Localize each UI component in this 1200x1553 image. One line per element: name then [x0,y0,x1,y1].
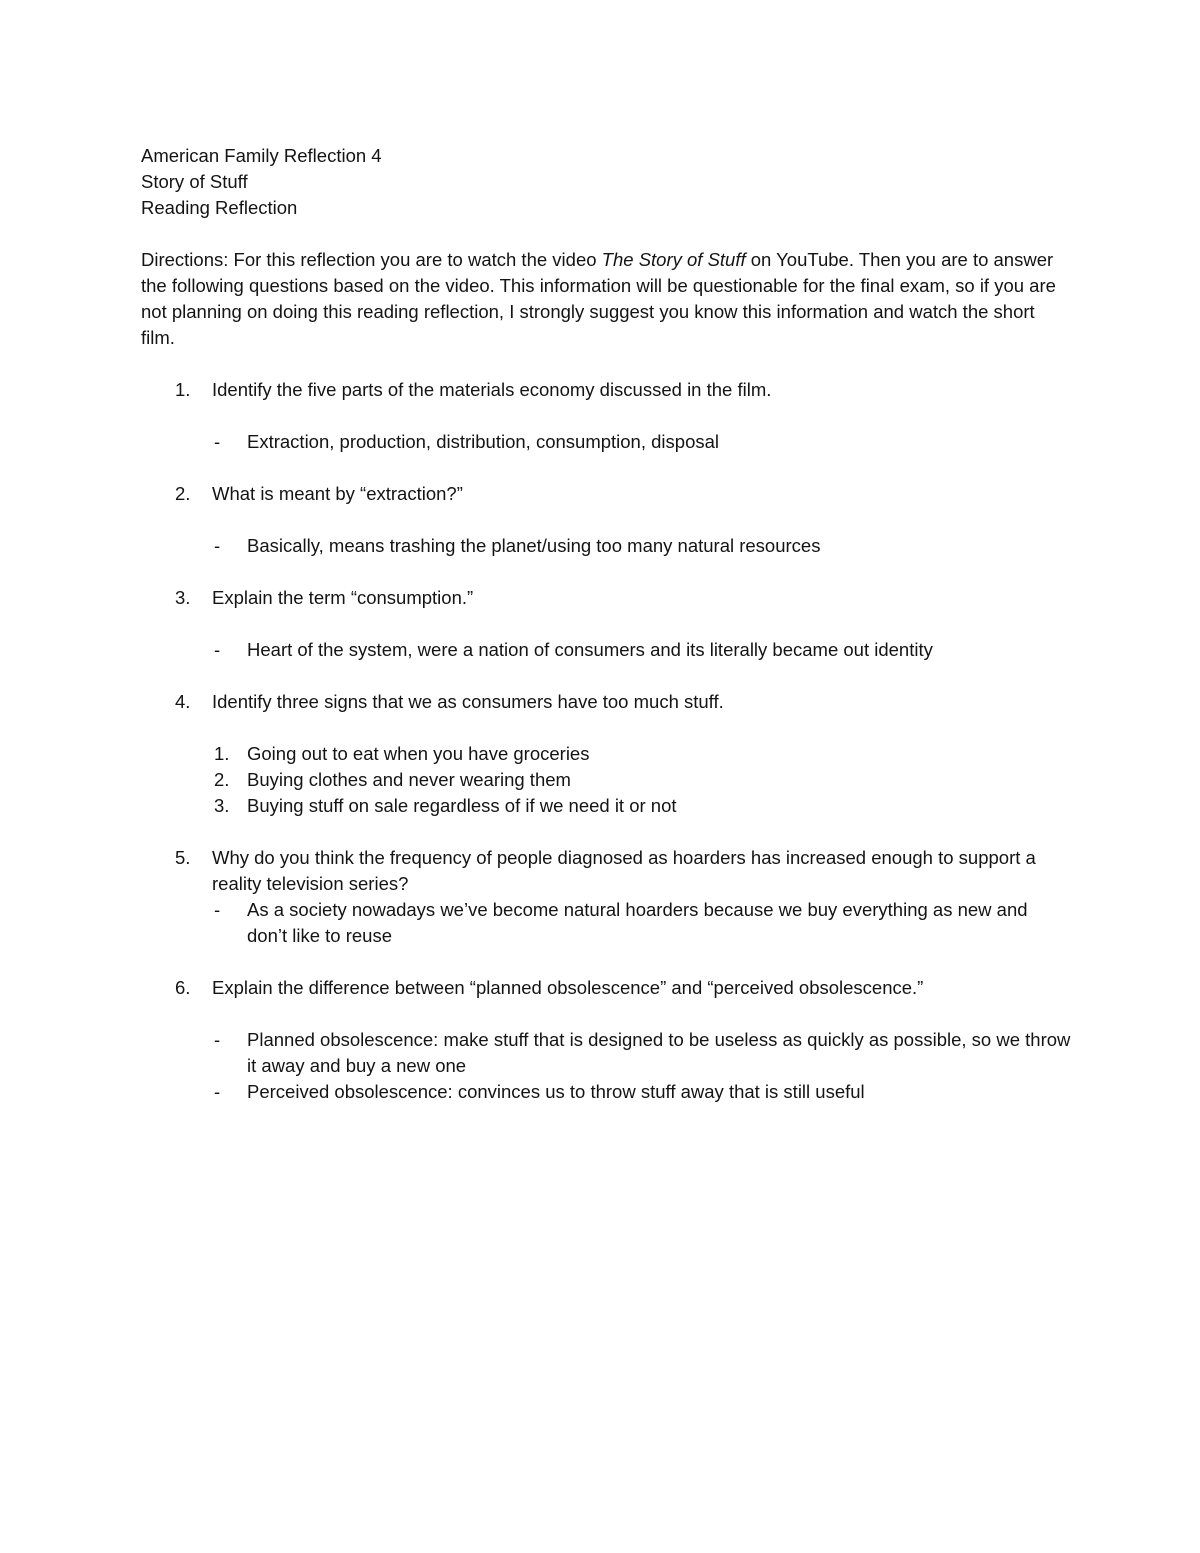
question-list [141,377,1071,1105]
answer-item [141,793,1071,819]
answer-text: Extraction, production, distribution, consumption, disposal [247,431,720,452]
directions-text-end: on YouTube. Then you are to answer the following questions based on the video. This information will be questionable for the final exam, so if you are not planning on doing this reading reflection, I strongly suggest you know this information and watch the short film. [141,249,1056,348]
answer-item [141,897,1071,949]
question-text: Identify three signs that we as consumers have too much stuff. [212,691,724,712]
answer-text: Buying clothes and never wearing them [247,769,571,790]
question-item [141,481,1071,507]
question-item [141,377,1071,403]
question-text: Explain the term “consumption.” [212,587,474,608]
question-item [141,975,1071,1001]
question-text: Identify the five parts of the materials economy discussed in the film. [212,379,772,400]
question-text: What is meant by “extraction?” [212,483,463,504]
answer-text: Planned obsolescence: make stuff that is designed to be useless as quickly as possible, so we throw it away and buy a new one [247,1029,1071,1076]
question-number: 6. [175,977,191,998]
question-text: Explain the difference between “planned obsolescence” and “perceived obsolescence.” [212,977,924,998]
answer-text: As a society nowadays we’ve become natural hoarders because we buy everything as new and don’t like to reuse [247,899,1028,946]
answer-item [141,533,1071,559]
assignment-type: Reading Reflection [141,197,298,218]
answer-item [141,637,1071,663]
question-item [141,585,1071,611]
answer-item [141,1027,1071,1079]
video-title: The Story of Stuff [601,249,746,270]
question-number: 4. [175,691,191,712]
directions-paragraph [141,247,1071,351]
answer-bullet: - [214,431,221,452]
answer-bullet: - [214,535,221,556]
answer-number: 2. [214,769,230,790]
document-body [141,143,1071,1105]
question-item [141,689,1071,715]
course-title: American Family Reflection 4 [141,145,382,166]
question-number: 2. [175,483,191,504]
answer-number: 3. [214,795,230,816]
answer-item [141,429,1071,455]
answer-bullet: - [214,899,221,920]
answer-item [141,767,1071,793]
answer-bullet: - [214,639,221,660]
answer-bullet: - [214,1081,221,1102]
answer-text: Going out to eat when you have groceries [247,743,590,764]
assignment-title: Story of Stuff [141,171,248,192]
question-number: 5. [175,847,191,868]
answer-item [141,1079,1071,1105]
answer-item [141,741,1071,767]
answer-text: Buying stuff on sale regardless of if we need it or not [247,795,677,816]
answer-text: Heart of the system, were a nation of consumers and its literally became out identity [247,639,933,660]
question-number: 1. [175,379,191,400]
question-item [141,845,1071,897]
question-text: Why do you think the frequency of people diagnosed as hoarders has increased enough to support a reality television series? [212,847,1036,894]
answer-bullet: - [214,1029,221,1050]
answer-number: 1. [214,743,230,764]
question-number: 3. [175,587,191,608]
directions-text-start: Directions: For this reflection you are to watch the video [141,249,602,270]
answer-text: Perceived obsolescence: convinces us to throw stuff away that is still useful [247,1081,865,1102]
answer-text: Basically, means trashing the planet/using too many natural resources [247,535,821,556]
